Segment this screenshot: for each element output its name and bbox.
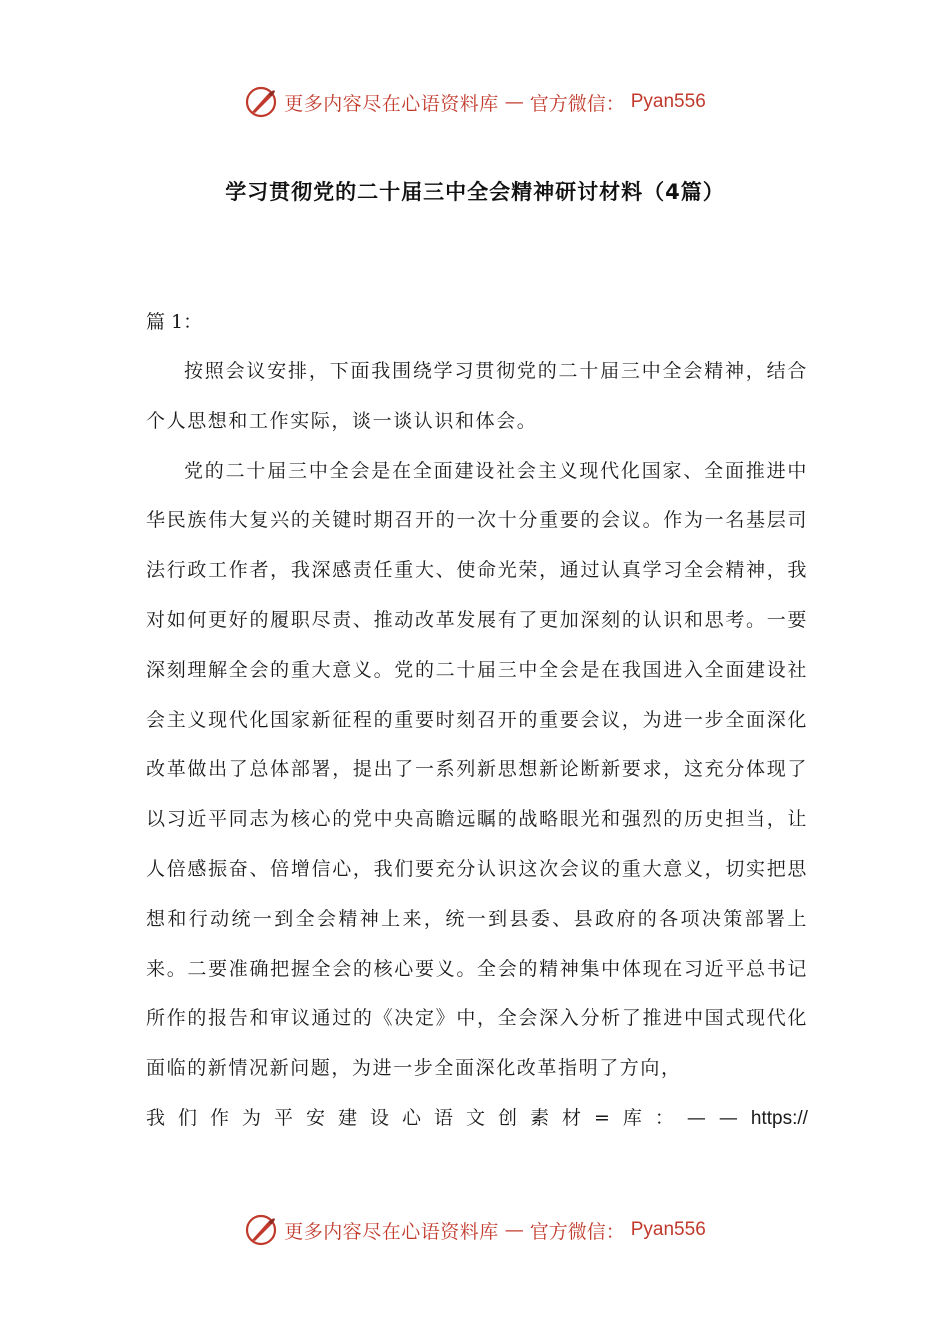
last-line-char: 作 — [210, 1106, 230, 1129]
justified-last-line — [146, 1094, 808, 1144]
banner-brand-text: 更多内容尽在心语资料库 — [284, 1220, 499, 1243]
last-line-char: 设 — [370, 1106, 390, 1129]
banner-dash: — — [504, 91, 524, 113]
paragraph-2: 党的二十届三中全会是在全面建设社会主义现代化国家、全面推进中华民族伟大复兴的关键时期召开的一次十分重要的会议。作为一名基层司法行政工作者，我深感责任重大、使命光荣，通过认真学习全会精神，我对如何更好的履职尽责、推动改革发展有了更加深刻的认识和思考。一要深刻理解全会的重大意义。党的二十届三中全会是在我国进入全面建设社会主义现代化国家新征程的重要时刻召开的重要会议，为进一步全面深化改革做出了总体部署，提出了一系列新思想新论断新要求，这充分体现了以习近平同志为核心的党中央高瞻远瞩的战略眼光和强烈的历史担当，让人倍感振奋、倍增信心，我们要充分认识这次会议的重大意义，切实把思想和行动统一到全会精神上来，统一到县委、县政府的各项决策部署上来。二要准确把握全会的核心要义。全会的精神集中体现在习近平总书记所作的报告和审议通过的《决定》中，全会深入分析了推进中国式现代化面临的新情况新问题，为进一步全面深化改革指明了方向， — [146, 459, 808, 1080]
last-line-char: 语 — [434, 1106, 454, 1129]
section-label: 篇 1： — [146, 311, 203, 333]
last-line-char: 建 — [338, 1106, 358, 1129]
banner-wechat-id: Pyan556 — [630, 91, 706, 112]
last-line-char: 安 — [306, 1106, 326, 1129]
document-title: 学习贯彻党的二十届三中全会精神研讨材料（4篇） — [225, 180, 725, 204]
banner-wechat-label: 官方微信： — [529, 1220, 625, 1243]
banner-wechat-label: 官方微信： — [529, 92, 625, 115]
last-line-char: 为 — [242, 1106, 262, 1129]
quill-pen-logo-icon — [244, 1213, 278, 1247]
footer-watermark-banner — [0, 1210, 950, 1250]
quill-pen-logo-icon — [244, 85, 278, 119]
last-line-char: 我 — [146, 1106, 166, 1129]
banner-wechat-id: Pyan556 — [630, 1219, 706, 1240]
last-line-char: 创 — [498, 1106, 518, 1129]
url-fragment: https:// — [750, 1107, 808, 1129]
last-line-char: 库 — [622, 1106, 642, 1129]
last-line-char: 心 — [402, 1106, 422, 1129]
header-watermark-banner — [0, 82, 950, 122]
last-line-char: 们 — [178, 1106, 198, 1129]
last-line-char: 平 — [274, 1106, 294, 1129]
last-line-char: 文 — [466, 1106, 486, 1129]
last-line-char: 材 — [562, 1106, 582, 1129]
last-line-char: — — [686, 1106, 706, 1129]
last-line-char: = — [594, 1106, 610, 1129]
last-line-char: — — [718, 1106, 738, 1129]
last-line-char: 素 — [530, 1106, 550, 1129]
document-body — [146, 297, 808, 1144]
banner-dash: — — [504, 1219, 524, 1241]
last-line-char: ： — [654, 1106, 674, 1129]
banner-brand-text: 更多内容尽在心语资料库 — [284, 92, 499, 115]
paragraph-1: 按照会议安排，下面我围绕学习贯彻党的二十届三中全会精神，结合个人思想和工作实际，谈一谈认识和体会。 — [146, 360, 808, 432]
